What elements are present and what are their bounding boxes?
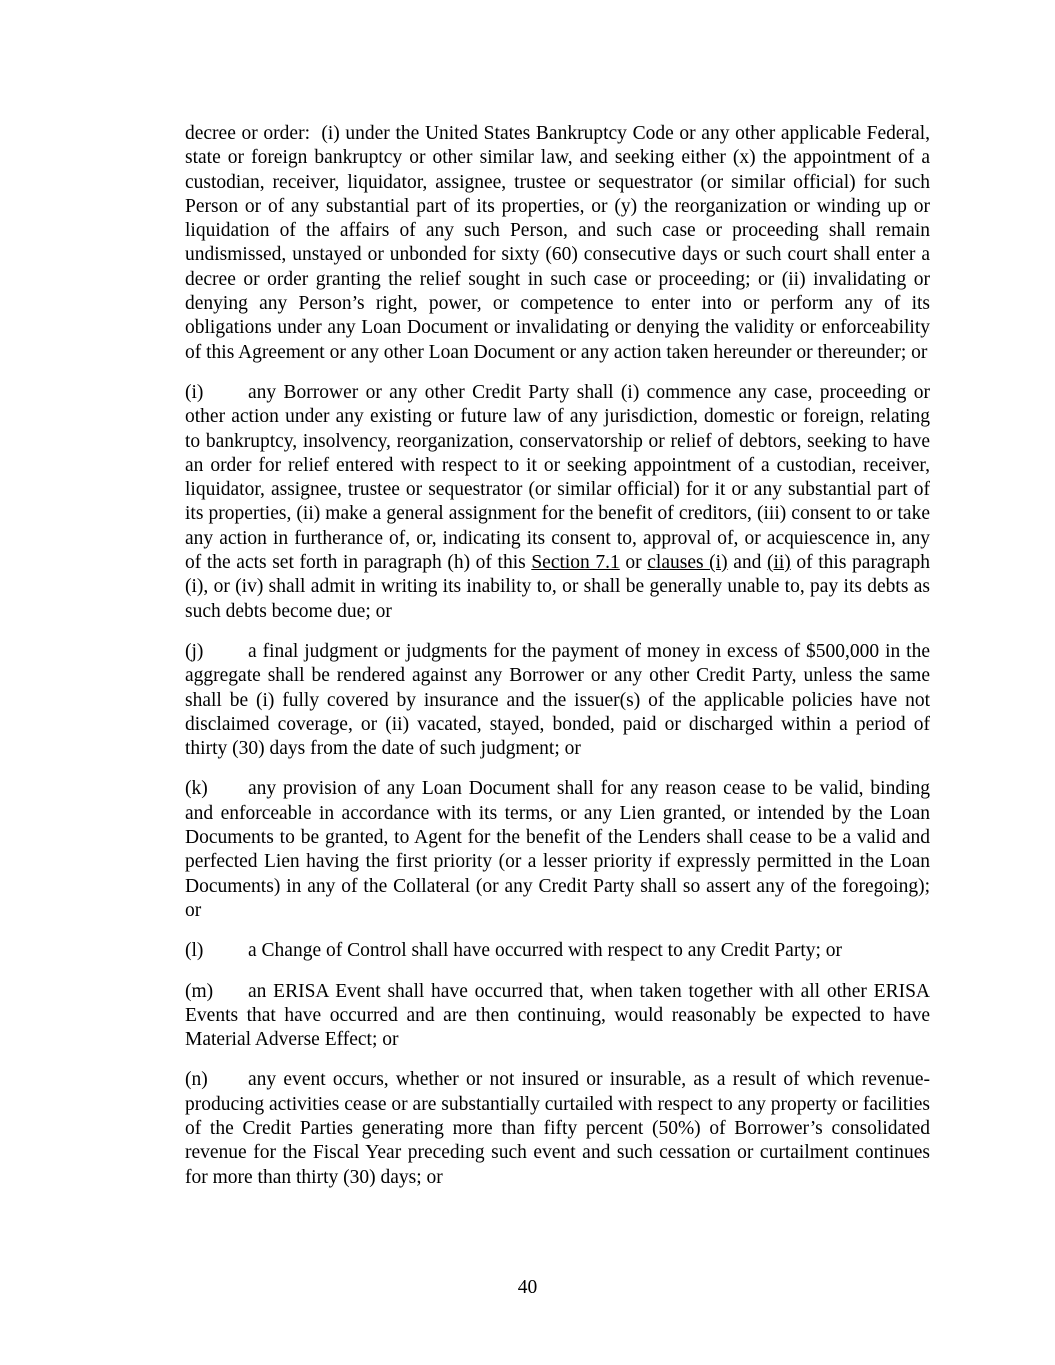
paragraph-text: any Borrower or any other Credit Party shall (i) commence any case, proceeding or other action under any existing or future law of any jurisdiction, domestic or foreign, relating to bankruptcy, insolvency, reorganization, conservatorship or relief of debtors, seeking to have an order for relief entered with respect to it or seeking appointment of a custodian, receiver, liquidator, assignee, trustee or sequestrator (or similar official) for it or any substantial part of its properties, (ii) make a general assignment for the benefit of creditors, (iii) consent to or take any action in furtherance of, or, indicating its consent to, approval of, or acquiescence in, any of the acts set forth in paragraph (h) of this Section 7.1 or clauses (i) and (ii) of this paragraph (i), or (iv) shall admit in writing its inability to, or shall be generally unable to, pay its debts as such debts become due; or xyxy=(185,381,930,622)
paragraph-n xyxy=(185,1068,930,1189)
paragraph-j xyxy=(185,640,930,761)
page-number: 40 xyxy=(517,1277,538,1298)
paragraph-label: (j) xyxy=(185,640,204,662)
paragraph-k xyxy=(185,777,930,923)
paragraph-continuation xyxy=(185,122,930,365)
paragraph-text: a Change of Control shall have occurred with respect to any Credit Party; or xyxy=(248,940,843,962)
paragraph-text: a final judgment or judgments for the payment of money in excess of $500,000 in the aggregate shall be rendered against any Borrower or any other Credit Party, unless the same shall be (i) fully covered by insurance and the issuer(s) of the applicable policies have not disclaimed coverage, or (ii) vacated, stayed, bonded, paid or discharged within a period of thirty (30) days from the date of such judgment; or xyxy=(185,640,930,760)
paragraph-label: (n) xyxy=(185,1069,208,1091)
paragraph-text: any event occurs, whether or not insured or insurable, as a result of which revenue-producing activities cease or are substantially curtailed with respect to any property or facilities of the Credit Parties generating more than fifty percent (50%) of Borrower’s consolidated revenue for the Fiscal Year preceding such event and such cessation or curtailment continues for more than thirty (30) days; or xyxy=(185,1069,930,1188)
paragraph-label: (l) xyxy=(185,940,204,962)
paragraph-label: (i) xyxy=(185,381,204,403)
paragraph-l xyxy=(185,939,930,963)
paragraph-text: decree or order: (i) under the United States Bankruptcy Code or any other applicable Federal, state or foreign bankruptcy or other similar law, and seeking either (x) the appointment of a custodian, receiver, liquidator, assignee, trustee or sequestrator (or similar official) for such Person or of any substantial part of its properties, or (y) the reorganization or winding up or liquidation of the affairs of any such Person, and such case or proceeding shall remain undismissed, unstayed or unbonded for sixty (60) consecutive days or such court shall enter a decree or order granting the relief sought in such case or proceeding; or (ii) invalidating or denying any Person’s right, power, or competence to enter into or perform any of its obligations under any Loan Document or invalidating or denying the validity or enforceability of this Agreement or any other Loan Document or any action taken hereunder or thereunder; or xyxy=(185,123,930,363)
paragraph-m xyxy=(185,980,930,1053)
paragraph-label: (k) xyxy=(185,778,208,800)
paragraph-label: (m) xyxy=(185,980,214,1002)
paragraph-text: any provision of any Loan Document shall for any reason cease to be valid, binding and enforceable in accordance with its terms, or any Lien granted, or intended by the Loan Documents to be granted, to Agent for the benefit of the Lenders shall cease to be a valid and perfected Lien having the first priority (or a lesser priority if expressly permitted in the Loan Documents) in any of the Collateral (or any Credit Party shall so assert any of the foregoing); or xyxy=(185,778,930,921)
page-content xyxy=(185,122,930,1206)
paragraph-i xyxy=(185,381,930,624)
paragraph-text: an ERISA Event shall have occurred that, when taken together with all other ERISA Events that have occurred and are then continuing, would reasonably be expected to have Material Adverse Effect; or xyxy=(185,980,930,1051)
